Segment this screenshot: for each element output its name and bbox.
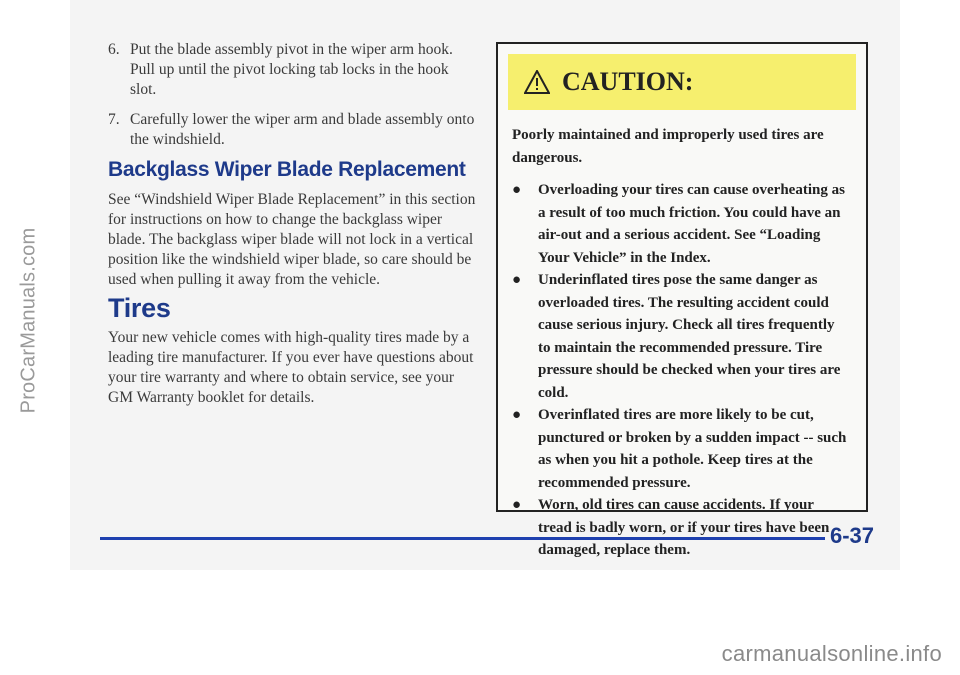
bullet-icon: ●: [512, 497, 522, 513]
caution-title: CAUTION:: [562, 67, 694, 96]
step-text: Put the blade assembly pivot in the wiper arm hook. Pull up until the pivot locking tab locks in the hook slot.: [130, 41, 453, 98]
step-text: Carefully lower the wiper arm and blade assembly onto the windshield.: [130, 111, 475, 148]
list-item: [512, 269, 848, 404]
caution-intro: Poorly maintained and improperly used tires are dangerous.: [512, 127, 824, 166]
step-number: 6.: [108, 41, 120, 58]
warning-triangle-icon: [524, 70, 550, 94]
page-number: 6-37: [830, 523, 875, 548]
tires-body: Your new vehicle comes with high-quality tires made by a leading tire manufacturer. If you ever have questions about your tire warranty and where to obtain service, see your GM Warranty booklet for details.: [108, 329, 474, 406]
side-watermark: [14, 40, 44, 600]
bullet-icon: ●: [512, 272, 522, 288]
caution-item-text: Worn, old tires can cause accidents. If your tread is badly worn, or if your tires have been damaged, replace them.: [538, 497, 830, 558]
bullet-icon: ●: [512, 407, 522, 423]
footer-rule: [100, 537, 825, 540]
caution-item-text: Overinflated tires are more likely to be cut, punctured or broken by a sudden impact -- such as when you hit a pothole. Keep tires at the recommended pressure.: [538, 407, 847, 491]
caution-body: [498, 110, 866, 562]
tires-heading: Tires: [108, 293, 171, 323]
watermark-text: ProCarManuals.com: [17, 227, 40, 413]
backglass-heading: Backglass Wiper Blade Replacement: [108, 158, 466, 181]
caution-list: [512, 179, 848, 562]
list-item: [512, 494, 848, 562]
left-column: [108, 40, 478, 414]
footer-site-link[interactable]: carmanualsonline.info: [721, 641, 942, 666]
list-item: [512, 404, 848, 494]
caution-header: [508, 54, 856, 110]
step-6: [108, 40, 478, 100]
step-7: [108, 110, 478, 150]
caution-item-text: Overloading your tires can cause overheating as a result of too much friction. You could have an air-out and a serious accident. See “Loading Your Vehicle” in the Index.: [538, 182, 845, 266]
step-number: 7.: [108, 111, 120, 128]
backglass-body: See “Windshield Wiper Blade Replacement” in this section for instructions on how to change the backglass wiper blade. The backglass wiper blade will not lock in a vertical position like the windshield wiper blade, so care should be used when pulling it away from the vehicle.: [108, 191, 476, 288]
caution-item-text: Underinflated tires pose the same danger as overloaded tires. The resulting accident could cause serious injury. Check all tires frequently to maintain the recommended pressure. Tire pressure should be checked when your tires are cold.: [538, 272, 841, 401]
bullet-icon: ●: [512, 182, 522, 198]
list-item: [512, 179, 848, 269]
